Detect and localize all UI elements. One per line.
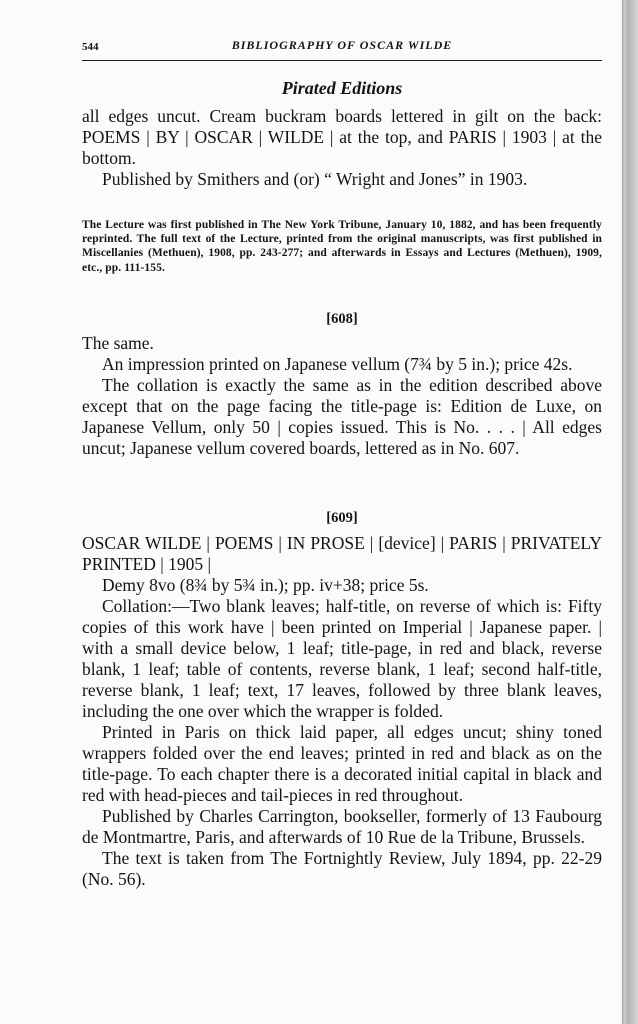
continuation-block — [82, 106, 602, 190]
paragraph: Printed in Paris on thick laid paper, all edges uncut; shiny toned wrappers folded over the end leaves; printed in red and black as on the title-page. To each chapter there is a decorated initial capital in black and red with head-pieces and tail-pieces in red throughout. — [82, 722, 602, 805]
paragraph: An impression printed on Japanese vellum (7¾ by 5 in.); price 42s. — [102, 354, 573, 374]
paragraph: Collation:—Two blank leaves; half-title, on reverse of which is: Fifty copies of this work have | been printed on Imperial | Japanese paper. | with a small device below, 1 leaf; title-page, in red and black, reverse blank, 1 leaf; table of contents, reverse blank, 1 leaf; second half-title, reverse blank, 1 leaf; text, 17 leaves, followed by three blank leaves, including the one over which the wrapper is folded. — [82, 596, 602, 721]
entry-608 — [82, 333, 602, 459]
header-rule — [82, 60, 602, 61]
scanned-page-edge — [622, 0, 638, 1024]
paragraph: all edges uncut. Cream buckram boards lettered in gilt on the back: POEMS | BY | OSCAR | WILDE | at the top, and PARIS | 1903 | at the bottom. — [82, 106, 602, 168]
entry-number-609: [609] — [326, 510, 358, 526]
paragraph: Published by Smithers and (or) “ Wright and Jones” in 1903. — [102, 169, 528, 189]
paragraph: The same. — [82, 333, 154, 353]
entry-609 — [82, 533, 602, 890]
entry-number-608: [608] — [326, 311, 358, 327]
paragraph: Published by Charles Carrington, bookseller, formerly of 13 Faubourg de Montmartre, Paris, and afterwards of 10 Rue de la Tribune, Brussels. — [82, 806, 602, 847]
paragraph: The text is taken from The Fortnightly Review, July 1894, pp. 22-29 (No. 56). — [82, 848, 602, 889]
running-title: BIBLIOGRAPHY OF OSCAR WILDE — [231, 38, 453, 52]
paragraph: The collation is exactly the same as in the edition described above except that on the page facing the title-page is: Edition de Luxe, on Japanese Vellum, only 50 | copies issued. This is No. . . . | All edges uncut; Japanese vellum covered boards, lettered as in No. 607. — [82, 375, 602, 458]
title-transcription: OSCAR WILDE | POEMS | IN PROSE | [device] | PARIS | PRIVATELY PRINTED | 1905 | — [82, 533, 602, 574]
page-number: 544 — [82, 41, 99, 53]
paragraph: Demy 8vo (8¾ by 5¾ in.); pp. iv+38; price 5s. — [102, 575, 429, 595]
running-header — [82, 38, 602, 58]
section-heading: Pirated Editions — [281, 78, 403, 98]
footnote: The Lecture was first published in The New York Tribune, January 10, 1882, and has been frequently reprinted. The full text of the Lecture, printed from the original manuscripts, was first published in Miscellanies (Methuen), 1908, pp. 243-277; and afterwards in Essays and Lectures (Methuen), 1909, etc., pp. 111-155. — [82, 219, 602, 274]
